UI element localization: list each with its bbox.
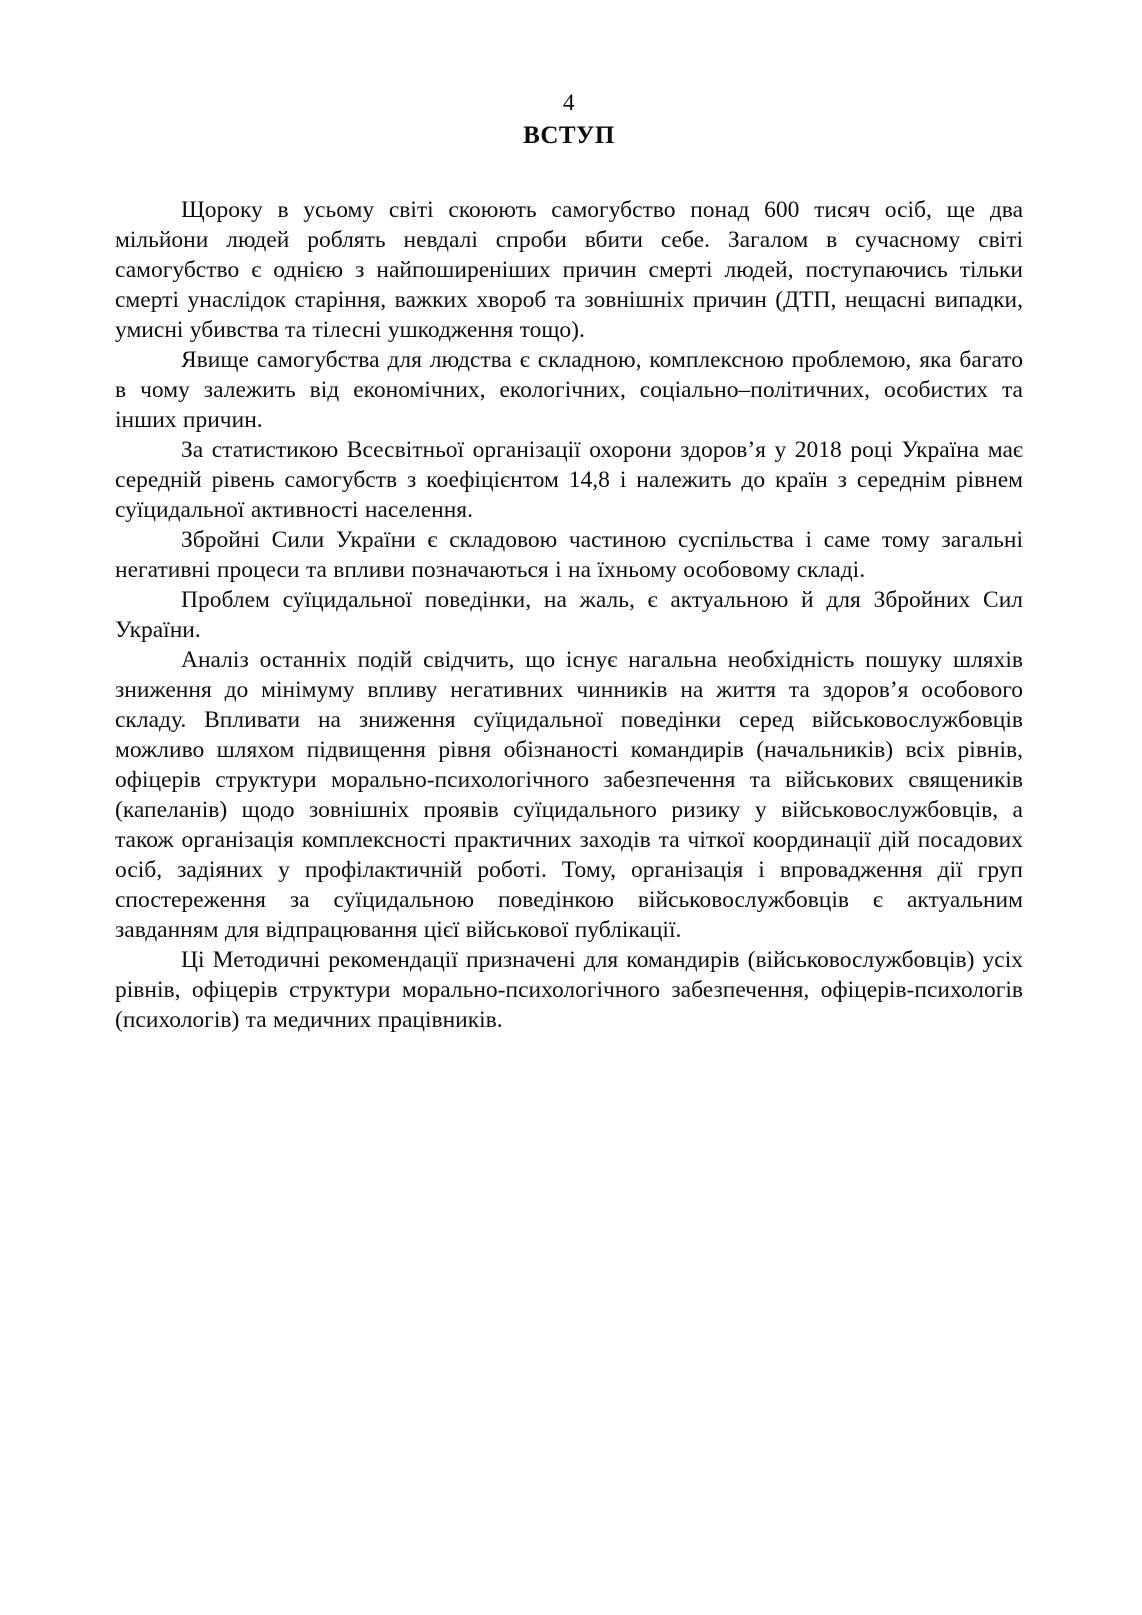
paragraph-6: Аналіз останніх подій свідчить, що існує нагальна необхідність пошуку шляхів зниження до мінімуму впливу негативних чинників на життя та здоров’я особового складу. Впливати на зниження суїцидальної поведінки серед військовослужбовців можливо шляхом підвищення рівня обізнаності командирів (начальників) всіх рівнів, офіцерів структури морально-психологічного забезпечення та військових священиків (капеланів) щодо зовнішніх проявів суїцидального ризику у військовослужбовців, а також організація комплексності практичних заходів та чіткої координації дій посадових осіб, задіяних у профілактичній роботі. Тому, організація і впровадження дії груп спостереження за суїцидальною поведінкою військовослужбовців є актуальним завданням для відпрацювання цієї військової публікації. [115, 647, 1023, 943]
paragraph-2: Явище самогубства для людства є складною, комплексною проблемою, яка багато в чому залежить від економічних, екологічних, соціально–політичних, особистих та інших причин. [115, 347, 1023, 433]
section-heading: ВСТУП [523, 122, 615, 149]
paragraph-4: Збройні Сили України є складовою частиною суспільства і саме тому загальні негативні процеси та впливи позначаються і на їхньому особовому складі. [115, 527, 1023, 583]
page-number: 4 [562, 90, 576, 116]
paragraph-7: Ці Методичні рекомендації призначені для командирів (військовослужбовців) усіх рівнів, офіцерів структури морально-психологічного забезпечення, офіцерів-психологів (психологів) та медичних працівників. [115, 947, 1023, 1033]
paragraph-1: Щороку в усьому світі скоюють самогубство понад 600 тисяч осіб, ще два мільйони людей роблять невдалі спроби вбити себе. Загалом в сучасному світі самогубство є однією з найпоширеніших причин смерті людей, поступаючись тільки смерті унаслідок старіння, важких хвороб та зовнішніх причин (ДТП, нещасні випадки, умисні убивства та тілесні ушкодження тощо). [115, 197, 1023, 343]
document-body [115, 195, 1023, 1035]
paragraph-5: Проблем суїцидальної поведінки, на жаль, є актуальною й для Збройних Сил України. [115, 587, 1023, 643]
paragraph-3: За статистикою Всесвітньої організації охорони здоров’я у 2018 році Україна має середній рівень самогубств з коефіцієнтом 14,8 і належить до країн з середнім рівнем суїцидальної активності населення. [115, 437, 1023, 523]
